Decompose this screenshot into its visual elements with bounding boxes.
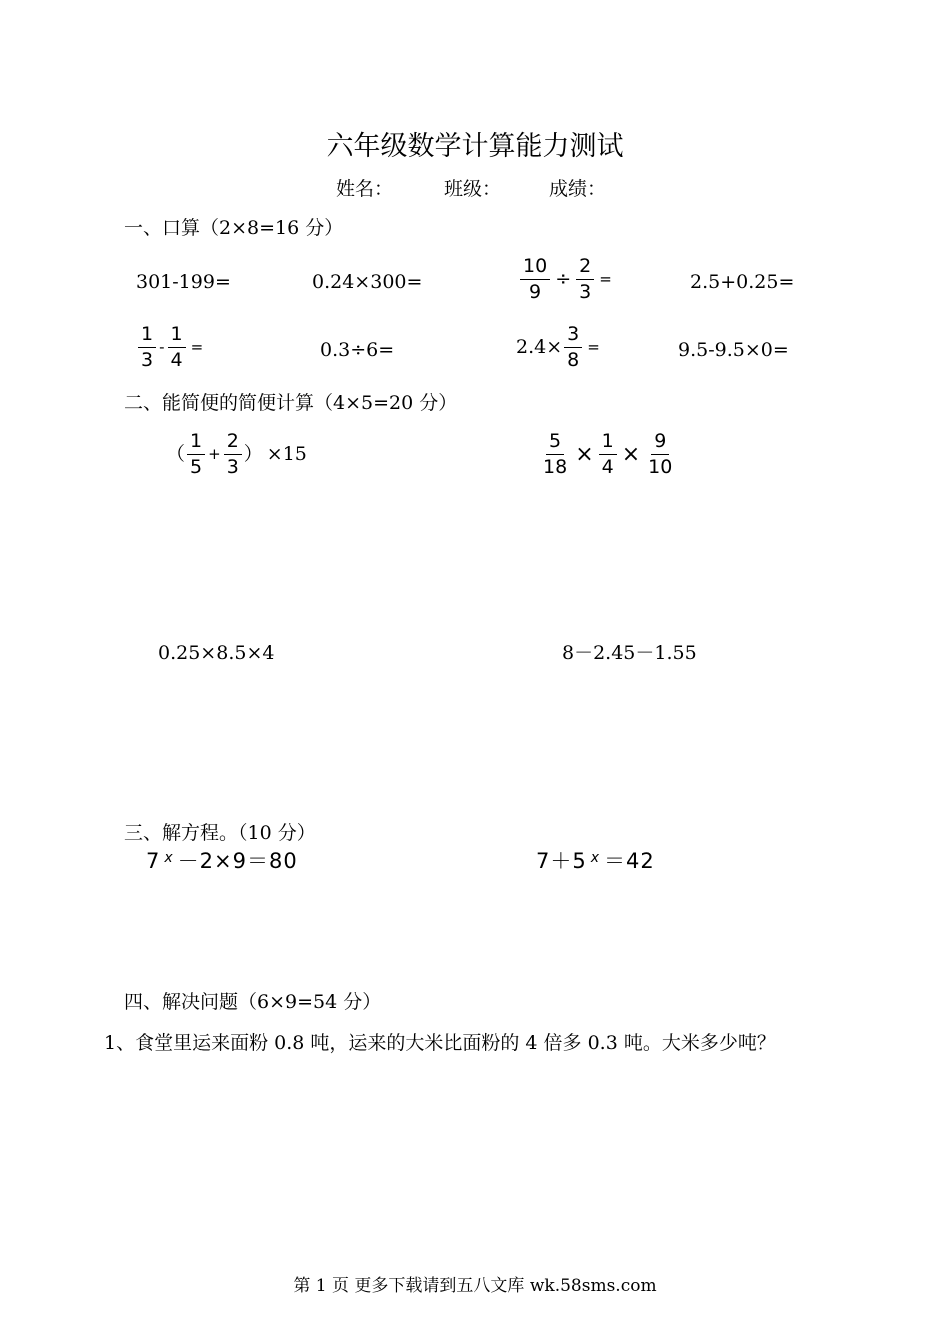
fraction: $\frac{5}{18}$ [543,430,568,478]
s2-q2: $\frac{5}{18}$ × $\frac{1}{4}$ × $\frac{9}{10}$ [538,432,677,477]
section2-heading: 二、能简便的简便计算（4×5=20 分） [124,392,458,414]
s1-q3: $\frac{10}{9}$ ÷ $\frac{2}{3}$ = [518,257,615,302]
s1-q8: 9.5-9.5×0= [678,339,789,361]
s1-q7: 2.4× $\frac{3}{8}$ = [516,323,600,371]
s1-q2: 0.24×300= [312,271,423,293]
name-label: 姓名： [336,178,394,200]
class-label: 班级： [444,178,502,200]
s2-q4: 8－2.45－1.55 [562,642,697,664]
page-title: 六年级数学计算能力测试 [326,131,624,162]
section3-heading: 三、解方程。（10 分） [124,822,316,844]
s2-q3: 0.25×8.5×4 [158,642,275,664]
section4-heading: 四、解决问题（6×9=54 分） [124,991,382,1013]
page-footer: 第 1 页 更多下载请到五八文库 wk.58sms.com [293,1276,657,1296]
fraction: $\frac{3}{8}$ [564,325,582,370]
fraction: $\frac{1}{4}$ [599,432,617,477]
s1-q6: 0.3÷6= [320,339,395,361]
fraction: $\frac{10}{9}$ [520,257,550,302]
s4-q1: 1、食堂里运来面粉 0.8 吨，运来的大米比面粉的 4 倍多 0.3 吨。大米多少吨？ [104,1032,776,1054]
section1-heading: 一、口算（2×8=16 分） [124,217,344,239]
fraction: $\frac{1}{4}$ [168,325,186,370]
fraction: $\frac{2}{3}$ [576,257,594,302]
s1-q5: $\frac{1}{3}$ - $\frac{1}{4}$ = [136,325,206,370]
fraction: $\frac{2}{3}$ [224,432,242,477]
fraction: $\frac{1}{3}$ [138,325,156,370]
s2-q1: （ $\frac{1}{5}$ + $\frac{2}{3}$ ） ×15 [166,430,307,478]
s1-q4: 2.5+0.25= [690,271,795,293]
s3-eq2: 7＋5 $^x$ ＝42 [536,849,655,873]
score-label: 成绩： [549,178,607,200]
s3-eq1: 7 $^x$ －2×9＝80 [146,849,298,873]
fraction: $\frac{9}{10}$ [648,430,673,478]
s1-q1: 301-199= [136,271,231,293]
fraction: $\frac{1}{5}$ [187,432,205,477]
